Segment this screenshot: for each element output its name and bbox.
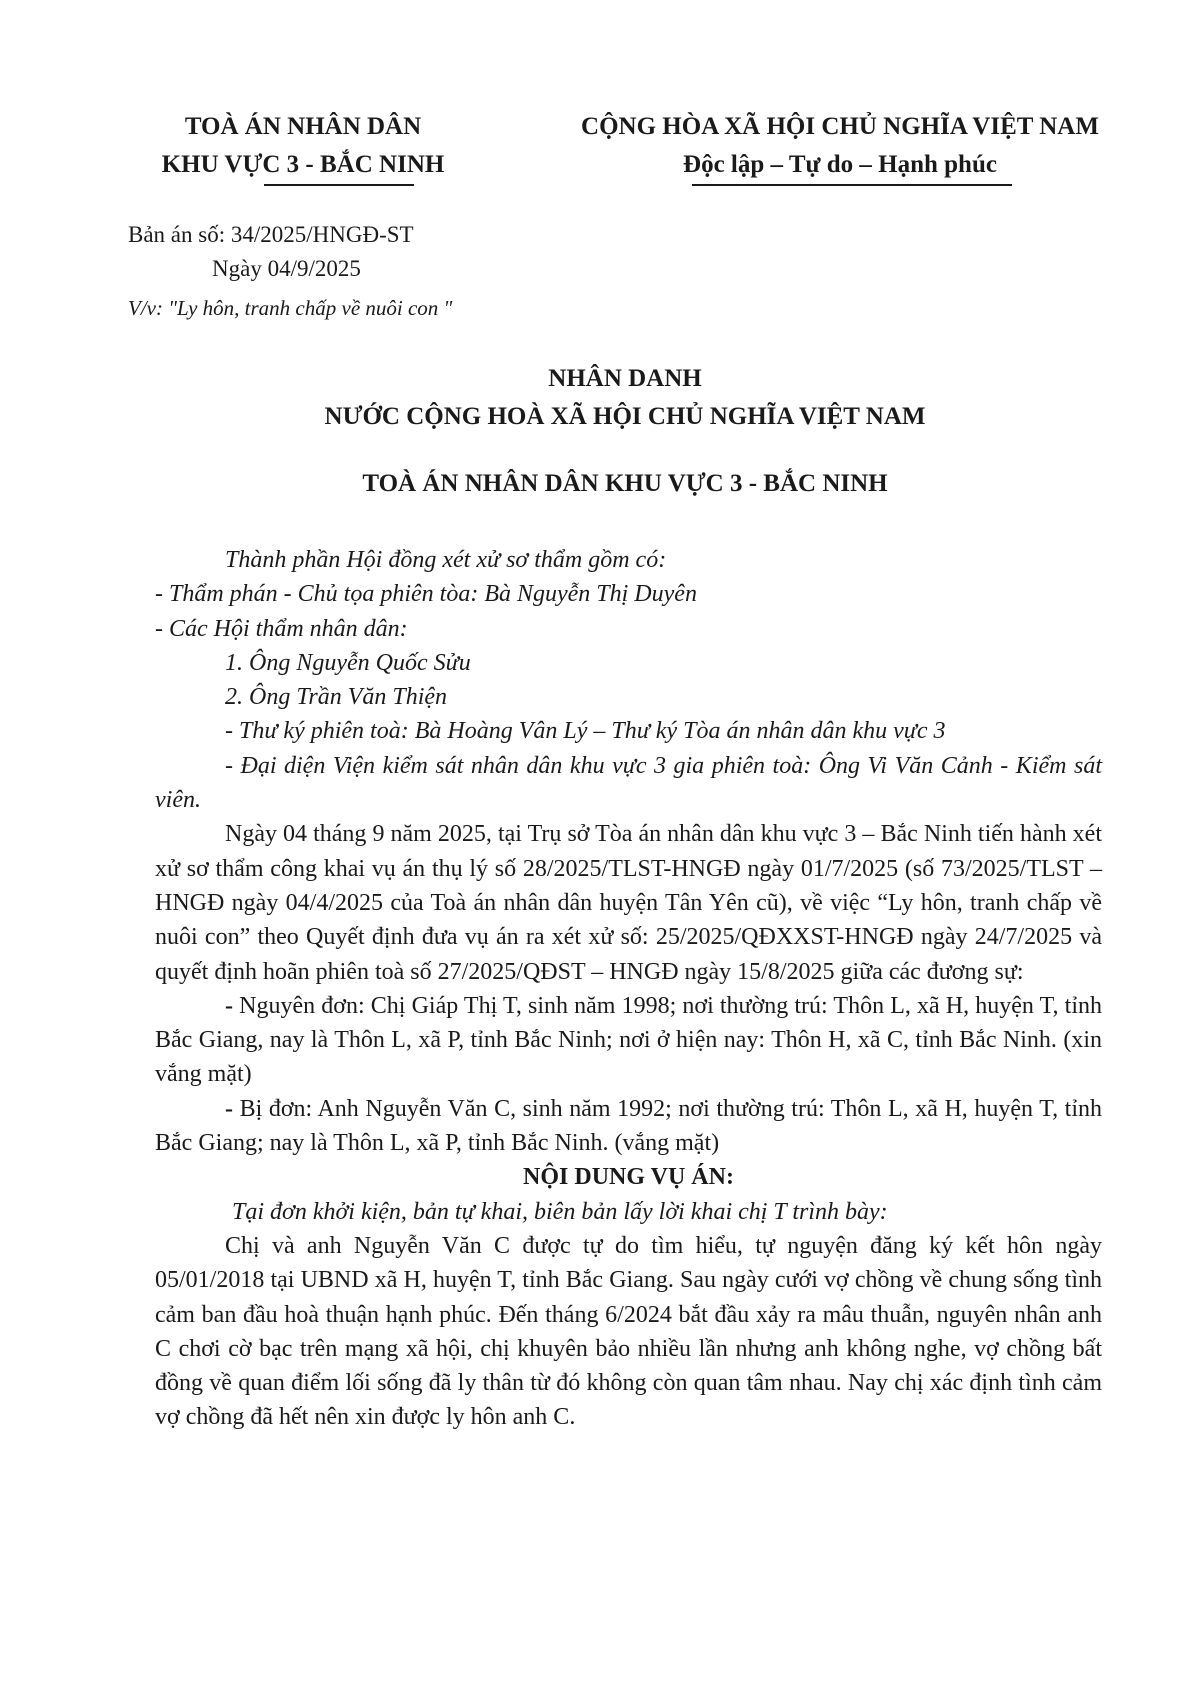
court-region: KHU VỰC 3 - BẮC NINH [161,151,445,178]
panel-intro: Thành phần Hội đồng xét xử sơ thẩm gồm có: [225,547,667,573]
case-content-heading: NỘI DUNG VỤ ÁN: [523,1164,734,1191]
in-the-name-of [150,360,1100,436]
panel-assessor-1: 1. Ông Nguyễn Quốc Sửu [225,649,471,676]
panel-clerk: - Thư ký phiên toà: Bà Hoàng Vân Lý – Thư ký Tòa án nhân dân khu vực 3 [225,718,946,745]
plaintiff-text: Nguyên đơn: Chị Giáp Thị T, sinh năm 1998; nơi thường trú: Thôn L, xã H, huyện T, tỉnh Bắc Giang, nay là Thôn L, xã P, tỉnh Bắc Ninh; nơi ở hiện nay: Thôn H, xã C, tỉnh Bắc Ninh. (xin vắng mặt) [155,992,1102,1088]
panel-assessor-2: 2. Ông Trần Văn Thiện [225,684,448,711]
defendant-dash: - [225,1095,233,1122]
court-title: TOÀ ÁN NHÂN DÂN KHU VỰC 3 - BẮC NINH [362,470,888,497]
panel-prosecutor: - Đại diện Viện kiểm sát nhân dân khu vực 3 gia phiên toà: Ông Vi Văn Cảnh - Kiểm sát viên. [155,752,1102,814]
motto-underline [692,184,1012,186]
plaintiff-paragraph [155,989,1102,1092]
judgment-subject: V/v: "Ly hôn, tranh chấp về nuôi con " [128,296,453,320]
court-header-underline [264,184,414,186]
court-name: TOÀ ÁN NHÂN DÂN [184,113,422,140]
court-header [128,108,478,186]
judgment-date: Ngày 04/9/2025 [212,256,361,281]
plaintiff-dash: - [225,992,233,1019]
nation-name: CỘNG HÒA XÃ HỘI CHỦ NGHĨA VIỆT NAM [581,113,1099,140]
title-line1: NHÂN DANH [548,365,702,392]
title-line2: NƯỚC CỘNG HOÀ XÃ HỘI CHỦ NGHĨA VIỆT NAM [324,403,926,430]
judgment-number: Bản án số: 34/2025/HNGĐ-ST [128,222,414,247]
trial-paragraph: Ngày 04 tháng 9 năm 2025, tại Trụ sở Tòa án nhân dân khu vực 3 – Bắc Ninh tiến hành xét xử sơ thẩm công khai vụ án thụ lý số 28/2025/TLST-HNGĐ ngày 01/7/2025 (số 73/2025/TLST – HNGĐ ngày 04/4/2025 của Toà án nhân dân huyện Tân Yên cũ), về việc “Ly hôn, tranh chấp về nuôi con” theo Quyết định đưa vụ án ra xét xử số: 25/2025/QĐXXST-HNGĐ ngày 24/7/2025 và quyết định hoãn phiên toà số 27/2025/QĐST – HNGĐ ngày 15/8/2025 giữa các đương sự: [155,821,1102,985]
panel-judge: - Thẩm phán - Chủ tọa phiên tòa: Bà Nguyễn Thị Duyên [155,581,697,608]
national-header [545,108,1135,186]
defendant-text: Bị đơn: Anh Nguyễn Văn C, sinh năm 1992; nơi thường trú: Thôn L, xã H, huyện T, tỉnh Bắc Giang; nay là Thôn L, xã P, tỉnh Bắc Ninh. (vắng mặt) [155,1095,1102,1157]
judgment-body [155,543,1102,1435]
panel-assessors-label: - Các Hội thẩm nhân dân: [155,615,408,642]
statement-paragraph: Chị và anh Nguyễn Văn C được tự do tìm hiểu, tự nguyện đăng ký kết hôn ngày 05/01/2018 tại UBND xã H, huyện T, tỉnh Bắc Giang. Sau ngày cưới vợ chồng về chung sống tình cảm ban đầu hoà thuận hạnh phúc. Đến tháng 6/2024 bắt đầu xảy ra mâu thuẫn, nguyên nhân anh C chơi cờ bạc trên mạng xã hội, chị khuyên bảo nhiều lần nhưng anh không nghe, vợ chồng bất đồng về quan điểm lối sống đã ly thân từ đó không còn quan tâm nhau. Nay chị xác định tình cảm vợ chồng đã hết nên xin được ly hôn anh C. [155,1232,1102,1431]
nation-motto: Độc lập – Tự do – Hạnh phúc [683,151,997,178]
defendant-paragraph [155,1092,1102,1161]
statement-intro: Tại đơn khởi kiện, bản tự khai, biên bản lấy lời khai chị T trình bày: [232,1198,888,1225]
